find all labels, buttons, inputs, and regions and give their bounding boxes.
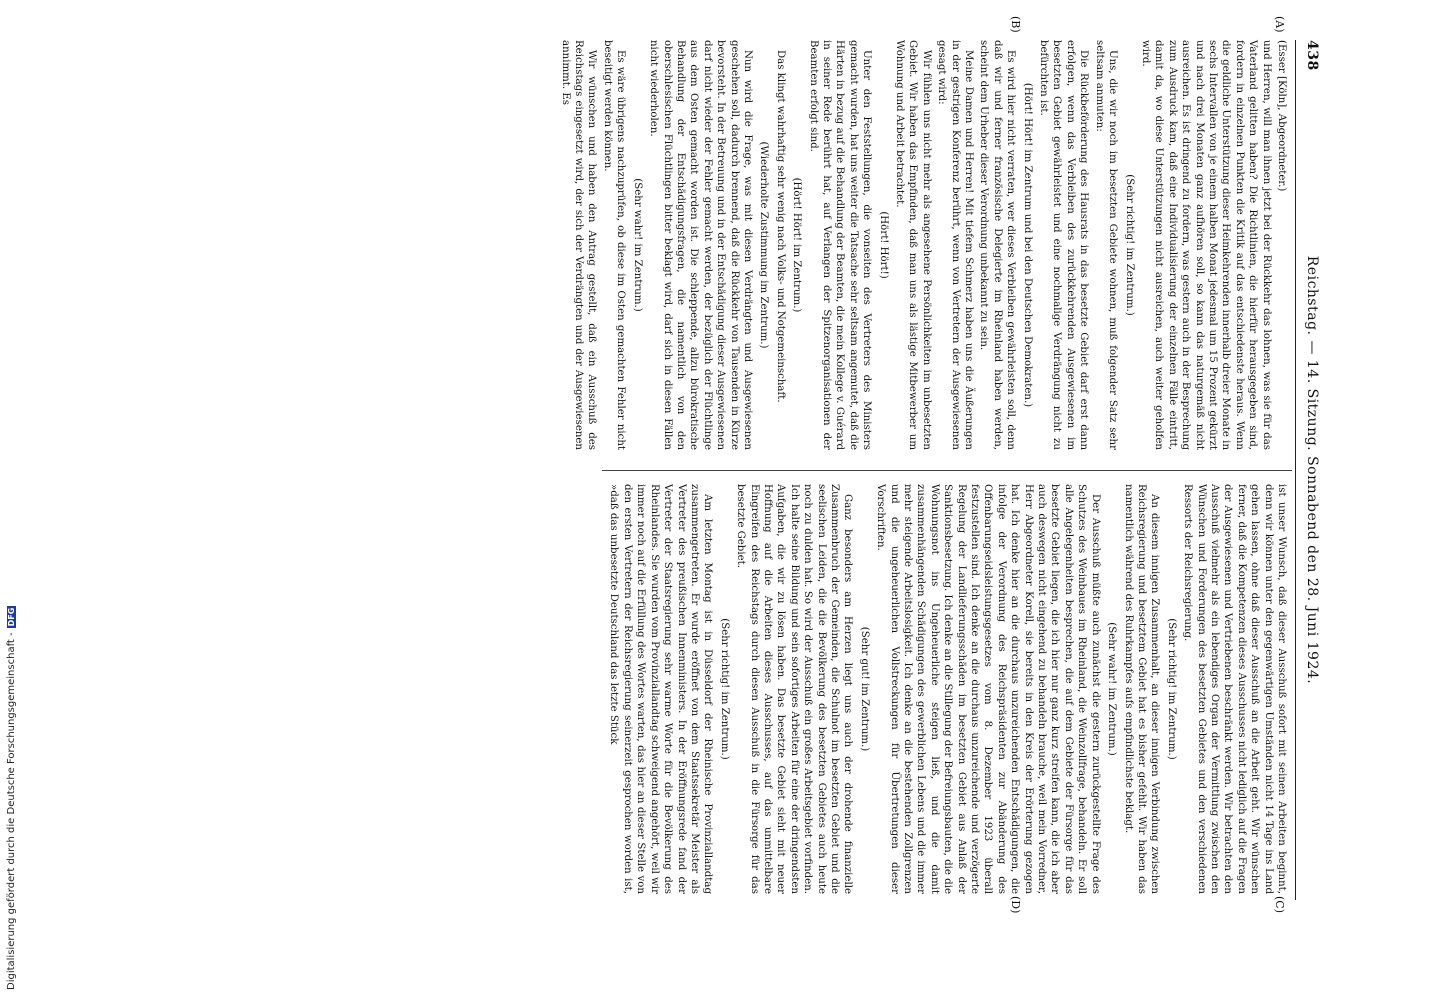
paragraph: (Esser [Köln], Abgeordneter.)	[1276, 40, 1287, 192]
page-title: Reichstag. — 14. Sitzung. Sonnabend den 28. Juni 1924.	[1304, 255, 1320, 685]
paragraph: An diesem innigen Zusammenhalt, an dieser innigen Verbindung zwischen Reichsregierung und besetztem Gebiet hat es bisher gefehlt. Wir haben das namentlich während des Ruhrkampfes aufs empfindlichste beklagt.	[1122, 484, 1161, 894]
interjection: (Sehr richtig! im Zentrum.)	[1165, 618, 1177, 760]
footer-credit-text: Digitalisierung gefördert durch die Deutsche Forschungsgemeinschaft -	[6, 632, 17, 990]
margin-marker-d: (D)	[1009, 896, 1022, 914]
interjection: (Sehr richtig! im Zentrum.)	[718, 618, 730, 760]
footer-credit	[6, 0, 20, 990]
margin-marker-a: (A)	[1273, 16, 1286, 33]
paragraph: Es wäre übrigens nachzuprüfen, ob diese im Osten gemachten Fehler nicht beseitigt werden können.	[601, 40, 627, 450]
paragraph: Der Ausschuß müßte auch zunächst die gestern zurückgestellte Frage des Schutzes des Weinbaues im Rheinland, die Weinzollfrage, behandeln. Er soll alle Angelegenheiten besprechen, die auf dem Gebiete der Fürsorge für das besetzte Gebiet liegen, die ich hier nur ganz kurz streifen kann, die ich aber auch deswegen nicht eingehend zu behandeln brauche, weil mein Vorredner, Herr Abgeordneter Korell, sie bereits in den Kreis der Erörterung gezogen hat. Ich denke hier an die durchaus unzureichenden Entschädigungen, die infolge der Verordnung des Reichspräsidenten zur Abänderung des Offenbarungseidsleistungsgesetzes vom 8. Dezember 1923 überall festzustellen sind. Ich denke an die durchaus unzureichende und verzögerte Regelung der Landlieferungsschäden im besetzten Gebiet aus Anlaß der Sanktionsbesetzung. Ich denke an die Stillegung der Befreiungsbauten, die die Wohnungsnot ins Ungeheuerliche steigen ließ, und die damit zusammenhängenden Schädigungen des gewerblichen Lebens und die immer mehr steigende Arbeitslosigkeit. Ich denke an die bestehenden Zollgrenzen und die ungeheuerlichen Vollstreckungen für Übertretungen dieser Vorschriften.	[875, 484, 1101, 894]
paragraph: Uns, die wir noch im besetzten Gebiete wohnen, muß folgender Satz sehr seltsam anmuten:	[1093, 40, 1119, 450]
paragraph: Es wird hier nicht verraten, wer dieses Verbleiben gewährleisten soll, denn daß wir und ferner französische Delegierte im Rheinland haben werden, scheint dem Urheber dieser Verordnung unbekannt zu sein.	[978, 40, 1017, 450]
page-header	[1296, 40, 1322, 900]
paragraph: ist unser Wunsch, daß dieser Ausschuß sofort mit seinen Arbeiten beginnt, denn wir können unter den gegenwärtigen Umständen nicht 14 Tage ins Land gehen lassen, ohne daß dieser Ausschuß an die Arbeit geht. Wir wünschen ferner, daß die Kompetenzen dieses Ausschusses nicht lediglich auf die Fragen der Ausgewiesenen und Vertriebenen beschränkt werden. Wir betrachten den Ausschuß vielmehr als ein lebendiges Organ der Vermittlung zwischen den Wünschen und Forderungen des besetzten Gebietes und den verschiedenen Ressorts der Reichsregierung.	[1182, 484, 1287, 894]
interjection: (Sehr wahr! im Zentrum.)	[631, 178, 643, 312]
left-column	[556, 40, 1288, 450]
margin-marker-c: (C)	[1273, 896, 1286, 913]
interjection: (Sehr gut! im Zentrum.)	[858, 626, 870, 752]
paragraph: und Herren, will man ihnen jetzt bei der Rückkehr das lohnen, was sie für das Vaterland gelitten haben? Die Richtlinien, die hierfür herausgegeben sind, fordern in einzelnen Punkten die Kritik auf das entschiedenste heraus. Wenn die geldliche Unterstützung dieser Heimkehrenden innerhalb dreier Monate in sechs Intervallen von je einem halben Monat jedesmal um 15 Prozent gekürzt und nach drei Monaten ganz aufhören soll, so kann das naturgemäß nicht ausreichen. Es ist dringend zu fordern, was gestern auch in der Besprechung zum Ausdruck kam, daß eine Individualisierung der einzelnen Fälle eintritt, damit da, wo diese Unterstützungen nicht ausreichen, auch weiter geholfen wird.	[1139, 40, 1272, 450]
paragraph: Wir wünschen und haben den Antrag gestellt, daß ein Ausschuß des Reichstags eingesetzt wird, der sich der Verdrängten und der Ausgewiesenen annimmt. Es	[559, 40, 598, 450]
paragraph: Das klingt wahrhaftig sehr wenig nach Volks- und Notgemeinschaft.	[774, 50, 786, 403]
margin-marker-b: (B)	[1009, 16, 1022, 33]
interjection: (Hört! Hört!)	[877, 211, 889, 279]
column-divider	[602, 470, 1292, 471]
paragraph: Ganz besonders am Herzen liegt uns auch der drohende finanzielle Zusammenbruch der Gemeinden, die Schulnot im besetzten Gebiet und die seelischen Leiden, die die Bevölkerung des besetzten Gebietes auch heute noch zu dulden hat. So wird der Ausschuß ein großes Arbeitsgebiet vorfinden. Ich halte seine Bildung und sein sofortiges Arbeiten für eine der dringendsten Aufgaben, die wir zu lösen haben. Das besetzte Gebiet sieht mit neuer Hoffnung auf die Arbeiten dieses Ausschusses, auf das unmittelbare Eingreifen des Reichstags durch diesen Ausschuß in die Fürsorge für das besetzte Gebiet.	[735, 484, 854, 894]
paragraph: Unter den Feststellungen, die vonseiten des Vertreters des Ministers gemacht wurden, hat uns weiter die Tatsache sehr seltsam angemutet, daß die Härten in bezug auf die Behandlung der Beamten, die mein Kollege v. Guérard in seiner Rede berührt hat, auf Verlangen der Spitzenorganisationen der Beamten erfolgt sind.	[807, 40, 873, 450]
dfg-logo: DFG	[7, 607, 16, 627]
paragraph: Nun wird die Frage, was mit diesen Verdrängten und Ausgewiesenen geschehen soll, dadurch brennend, daß die Rückkehr von Tausenden in Kürze bevorsteht. In der Betreuung und in der Entschädigung dieser Ausgewiesenen darf nicht wieder der Fehler gemacht werden, der bezüglich der Flüchtlinge aus dem Osten gemacht worden ist. Die schleppende, allzu bürokratische Behandlung der Entschädigungsfragen, die namentlich von den oberschlesischen Flüchtlingen bitter beklagt wird, darf sich in diesen Fällen nicht wiederholen.	[648, 40, 753, 450]
paragraph: Die Rückbeförderung des Hausrats in das besetzte Gebiet darf erst dann erfolgen, wenn das Verbleiben des zurückkehrenden Ausgewiesenen im besetzten Gebiet gewährleistet und eine nochmalige Verdrängung nicht zu befürchten ist.	[1038, 40, 1090, 450]
page-number: 438	[1304, 40, 1320, 71]
interjection: (Hört! Hört! im Zentrum und bei den Deutschen Demokraten.)	[1021, 82, 1033, 408]
header-rule	[1295, 40, 1296, 900]
interjection: (Sehr wahr! im Zentrum.)	[1106, 622, 1118, 756]
interjection: (Sehr richtig! im Zentrum.)	[1123, 174, 1135, 316]
interjection: (Hört! Hört! im Zentrum.)	[791, 177, 803, 313]
right-column	[605, 484, 1288, 894]
interjection: (Wiederholte Zustimmung im Zentrum.)	[758, 141, 770, 349]
paragraph: Meine Damen und Herren! Mit tiefem Schmerz haben uns die Äußerungen in der gestrigen Konferenz berührt, wenn von Vertretern der Ausgewiesenen gesagt wird:	[936, 40, 975, 450]
paragraph: Am letzten Montag ist in Düsseldorf der Rheinische Provinziallandtag zusammengetreten. Er wurde eröffnet von dem Staatssekretär Meister als Vertreter des preußischen Innenministers. In der Eröffnungsrede fand der Vertreter der Staatsregierung sehr warme Worte für die Bevölkerung des Rheinlandes. Sie wurden vom Provinziallandtag schweigend angehört, weil wir immer noch auf die Erfüllung des Wortes warten, das hier an dieser Stelle von den ersten Vertretern der Reichsregierung seinerzeit gesprochen worden ist, »daß das unbesetzte Deutschland das letzte Stück	[608, 484, 714, 894]
paragraph: Wir fühlen uns nicht mehr als angesehene Persönlichkeiten im unbesetzten Gebiet. Wir haben das Empfinden, daß man uns als lästige Mitbewerber um Wohnung und Arbeit betrachtet.	[894, 40, 932, 450]
page-content	[22, 16, 1322, 914]
